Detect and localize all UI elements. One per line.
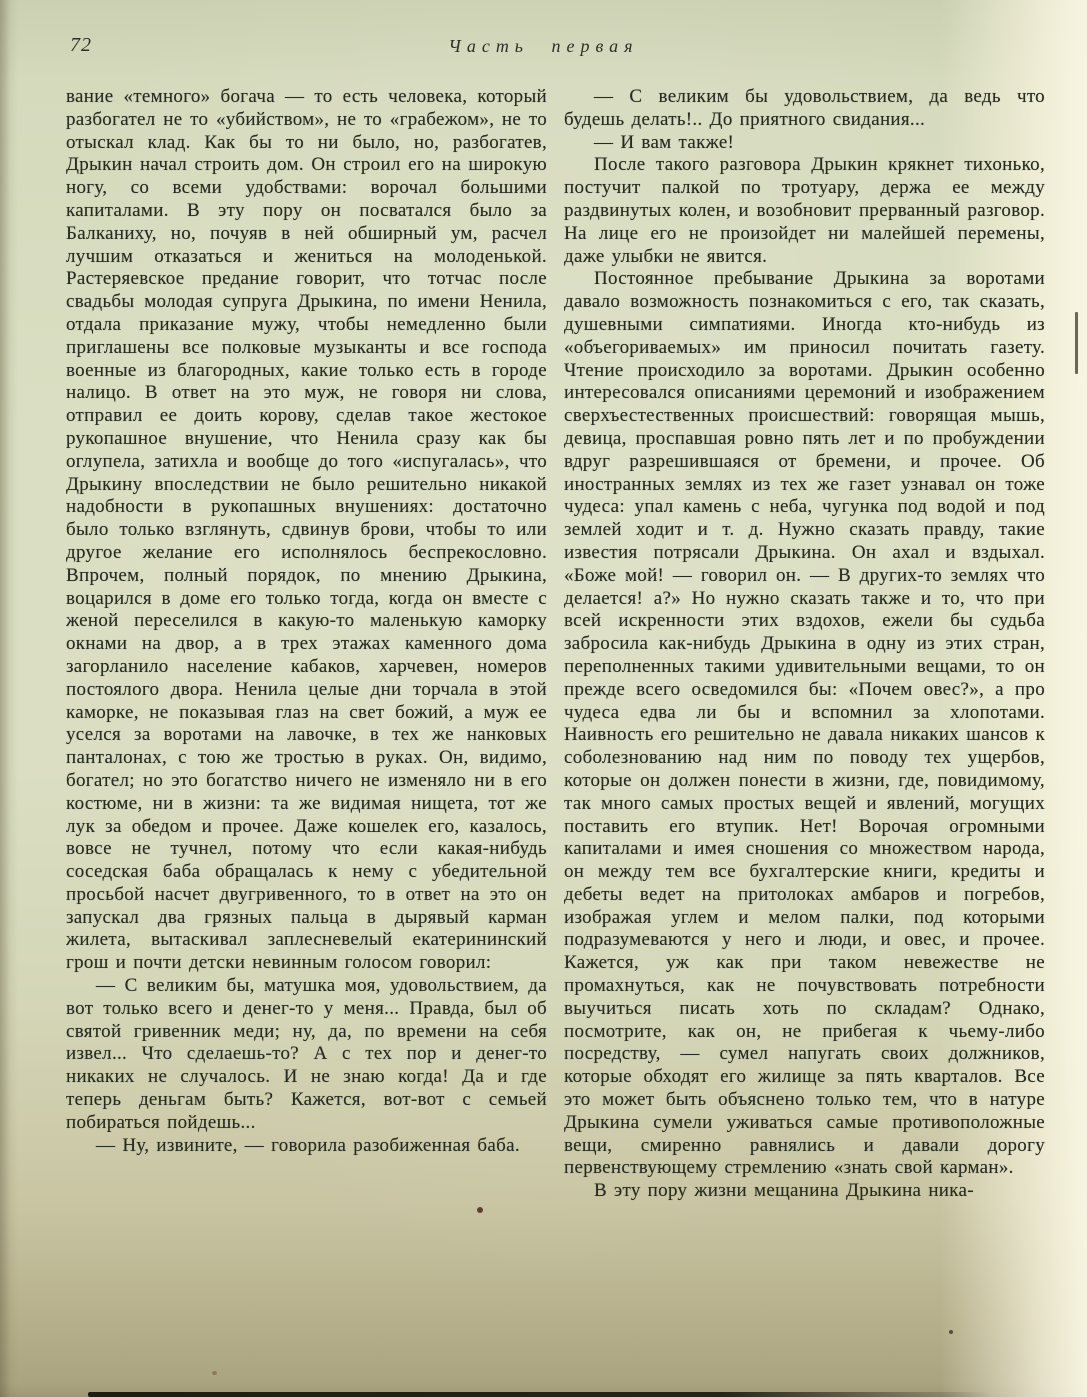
paragraph: вание «темного» богача — то есть человека, который разбогател не то «убийством», не то «грабежом», не то отыскал клад. Как бы то ни было, но, разбогатев, Дрыкин начал строить дом. Он строил его на широкую ногу, со всеми удобствами: ворочал большими капиталами. В эту пору он посватался было за Балканиху, но, почуяв в ней обширный ум, расчел лучшим отказаться и жениться на молоденькой. Растеряевское предание говорит, что тотчас после свадьбы молодая супруга Дрыкина, по имени Ненила, отдала приказание мужу, чтобы немедленно были приглашены все полковые музыканты и все господа военные из благородных, какие только есть в городе налицо. В ответ на это муж, не говоря ни слова, отправил ее доить корову, сделав такое жестокое рукопашное внушение, что Ненила сразу как бы оглупела, затихла и вообще до того «испугалась», что Дрыкину впоследствии не было решительно никакой надобности в рукопашных внушениях: достаточно было только взглянуть, сдвинув брови, чтобы то или другое желание его исполнялось беспрекословно. Впрочем, полный порядок, по мнению Дрыкина, воцарился в доме его только тогда, когда он вместе с женой переселился в какую-то маленькую каморку окнами на двор, а в трех этажах каменного дома загорланило население кабаков, харчевен, номеров постоялого двора. Ненила целые дни торчала в этой каморке, не показывая глаз на свет божий, а муж ее уселся за воротами на лавочке, в тех же нанковых панталонах, с тою же тростью в руках. Он, видимо, богател; но это богатство ничего не изменяло ни в его костюме, ни в жизни: та же видимая нищета, тот же лук за обедом и прочее. Даже кошелек его, казалось, вовсе не тучнел, потому что если какая-нибудь соседская баба обращалась к нему с убедительной просьбой насчет двугривенного, то в ответ на это он запускал два грязных пальца в дырявый карман жилета, вытаскивал заплесневелый екатерининский грош и почти детски невинным голосом говорил: (66, 86, 547, 974)
page-left-edge-shadow (0, 0, 10, 1397)
running-header (0, 34, 1087, 62)
left-column (66, 86, 547, 1331)
paragraph: — Ну, извините, — говорила разобиженная баба. (96, 1134, 520, 1156)
scan-speck (477, 1207, 483, 1213)
paragraph: — С великим бы удовольствием, да ведь что будешь делать!.. До приятного свидания... (564, 86, 1045, 130)
paragraph: После такого разговора Дрыкин крякнет тихонько, постучит палкой по тротуару, держа ее между раздвинутых колен, и возобновит прерванный разговор. На лице его не произойдет ни малейшей перемены, даже улыбки не явится. (564, 154, 1045, 267)
paragraph: — И вам также! (594, 131, 735, 153)
paragraph: В эту пору жизни мещанина Дрыкина ника- (594, 1180, 974, 1202)
page-number: 72 (70, 34, 92, 56)
right-column (564, 86, 1045, 1331)
paragraph: — С великим бы, матушка моя, удовольствием, да вот только всего и денег-то у меня... Правда, был об святой гривенник меди; ну, да, по времени на себя извел... Что сделаешь-то? А с тех пор и денег-то никаких не случалось. И не знаю когда! Да и где теперь деньгам быть? Кажется, вот-вот с семьей побираться пойдешь... (66, 975, 547, 1133)
paragraph: Постоянное пребывание Дрыкина за воротами давало возможность познакомиться с его, так сказать, душевными симпатиями. Иногда кто-нибудь из «объегориваемых» им приносил почитать газету. Чтение происходило за воротами. Дрыкин особенно интересовался описаниями церемоний и изображением сверхъестественных происшествий: говорящая мышь, девица, проспавшая ровно пять лет и по пробуждении вдруг разрешившаяся от бремени, и прочее. Об иностранных землях из тех же газет узнавал он тоже чудеса: упал камень с неба, чугунка под водой и под землей ходит и т. д. Нужно сказать правду, такие известия потрясали Дрыкина. Он ахал и вздыхал. «Боже мой! — говорил он. — В других-то землях что делается! а?» Но нужно сказать также и то, что при всей искренности этих вздохов, ежели бы судьба забросила как-нибудь Дрыкина в одну из этих стран, переполненных такими удивительными вещами, то он прежде всего осведомился бы: «Почем овес?», а про чудеса едва ли бы и вспомнил за хлопотами. Наивность его решительно не давала никаких шансов к соболезнованию над ним по поводу тех ущербов, которые он должен понести в жизни, где, повидимому, так много самых простых вещей и явлений, могущих поставить его втупик. Нет! Ворочая огромными капиталами и имея сношения со множеством народа, он между тем все бухгалтерские книги, кредиты и дебеты ведет на притолоках амбаров и погребов, изображая углем и мелом палки, под которыми подразумеваются у него и люди, и овес, и прочее. Кажется, уж как при таком невежестве не промахнуться, как не почувствовать потребности выучиться писать хоть по складам? Однако, посмотрите, как он, не прибегая к чьему-либо посредству, — сумел напугать своих должников, которые обходят его жилище за пять кварталов. Все это может быть объяснено только тем, что в натуре Дрыкина сумели уживаться самые противоположные вещи, смиренно равнялись и давали дорогу первенствующему стремлению «знать свой карман». (564, 268, 1045, 1179)
running-header-title: Часть первая (448, 36, 639, 56)
text-columns (66, 86, 1045, 1331)
page-bottom-edge-shadow (88, 1392, 993, 1397)
scan-speck (212, 1371, 217, 1375)
scan-speck (949, 1330, 953, 1334)
scan-edge-mark (1075, 312, 1078, 374)
